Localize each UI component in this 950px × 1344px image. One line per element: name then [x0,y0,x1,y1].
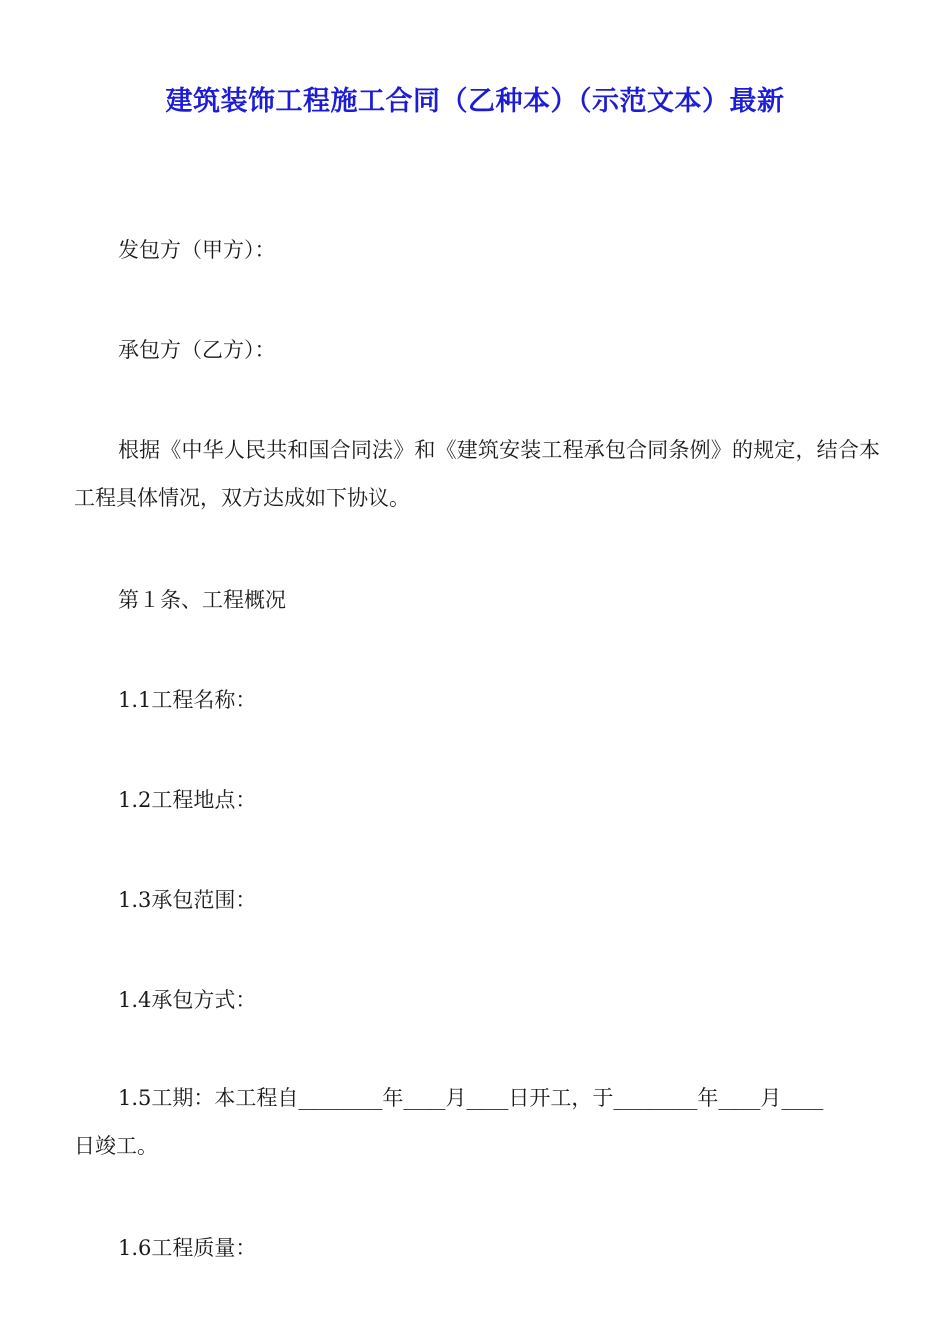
document-title: 建筑装饰工程施工合同（乙种本）（示范文本）最新 [165,86,785,117]
item-1-5-schedule-line1: 1.5工期：本工程自________年____月____日开工，于________年____月____ [118,1086,824,1110]
party-b-line: 承包方（乙方）： [118,338,276,362]
item-1-5-schedule-line2: 日竣工。 [74,1134,158,1158]
item-1-1-project-name: 1.1工程名称： [118,688,257,712]
item-1-4-contract-method: 1.4承包方式： [118,988,257,1012]
item-1-6-project-quality: 1.6工程质量： [118,1236,257,1260]
preamble-paragraph: 根据《中华人民共和国合同法》和《建筑安装工程承包合同条例》的规定，结合本工程具体情况，双方达成如下协议。 [74,438,880,510]
party-a-line: 发包方（甲方）： [118,238,276,262]
article-1-heading: 第１条、工程概况 [118,588,286,612]
item-1-2-project-location: 1.2工程地点： [118,788,257,812]
item-1-3-contract-scope: 1.3承包范围： [118,888,257,912]
